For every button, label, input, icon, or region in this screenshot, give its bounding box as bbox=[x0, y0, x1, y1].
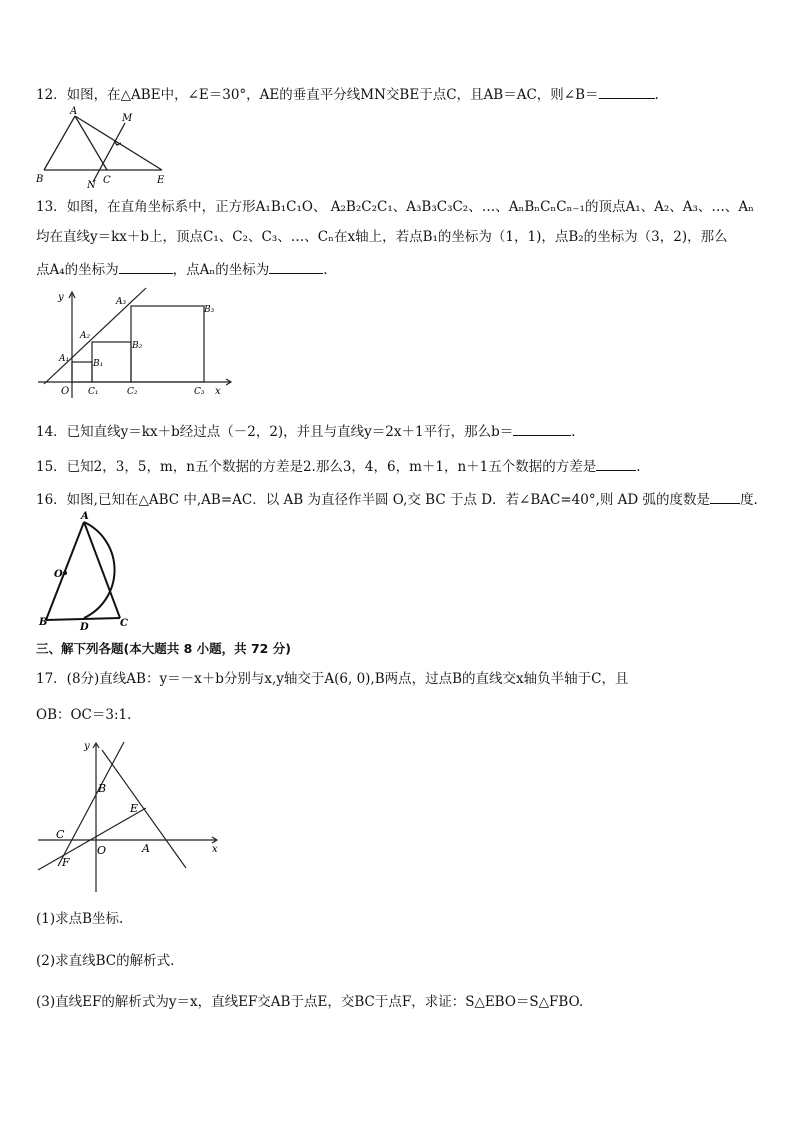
q16-label-c: C bbox=[120, 618, 128, 629]
q12-answer-blank bbox=[599, 84, 655, 99]
q12-end: . bbox=[654, 87, 659, 103]
q13-figure bbox=[34, 288, 238, 400]
q17-label-c: C bbox=[56, 828, 65, 841]
q13-label-c3: C₃ bbox=[194, 387, 205, 397]
q17-line1 bbox=[36, 670, 629, 688]
q13-line3 bbox=[36, 259, 328, 279]
q13-line2 bbox=[36, 228, 728, 246]
q15-text: 15．已知2，3，5，m，n五个数据的方差是2.那么3，4，6，m＋1，n＋1五个数据的方差是 bbox=[36, 459, 597, 475]
q13-answer-blank-2 bbox=[269, 259, 323, 274]
q16-answer-blank bbox=[710, 489, 740, 504]
q13-label-o: O bbox=[61, 386, 70, 397]
q16-label-o: O bbox=[54, 569, 63, 580]
q14-end: . bbox=[571, 424, 576, 440]
q13-line1 bbox=[36, 198, 754, 216]
q13-label-y: y bbox=[58, 292, 64, 303]
q13-text-1: 13．如图，在直角坐标系中，正方形A₁B₁C₁O、 A₂B₂C₂C₁、A₃B₃C₃C₂、…、AₙBₙCₙCₙ₋₁的顶点A₁、A₂、A₃、…、Aₙ bbox=[36, 199, 755, 215]
q12-line bbox=[36, 84, 659, 104]
q17-label-b: B bbox=[98, 782, 107, 795]
q14-text: 14．已知直线y＝kx＋b经过点（－2，2)，并且与直线y＝2x＋1平行，那么b＝ bbox=[36, 424, 514, 440]
q13-label-b1: B₁ bbox=[93, 359, 104, 369]
q17-label-a: A bbox=[142, 842, 150, 855]
q13-label-a3: A₃ bbox=[116, 297, 127, 307]
q17-label-f: F bbox=[62, 856, 70, 869]
q16-label-b: B bbox=[39, 617, 48, 628]
q15-end: . bbox=[636, 459, 641, 475]
q13-label-a1: A₁ bbox=[59, 354, 70, 364]
q13-answer-blank-1 bbox=[119, 259, 173, 274]
q12-label-n: N bbox=[87, 180, 96, 191]
q16-label-d: D bbox=[80, 622, 89, 633]
q13-label-b2: B₂ bbox=[132, 341, 143, 351]
q12-label-b: B bbox=[36, 174, 44, 185]
q12-label-e: E bbox=[157, 175, 165, 186]
q16-end: 度. bbox=[740, 492, 758, 508]
q14-line bbox=[36, 421, 576, 441]
q17-label-x: x bbox=[212, 844, 218, 855]
q13-label-x: x bbox=[215, 386, 221, 397]
q17-sub1: (1)求点B坐标. bbox=[36, 911, 124, 927]
q12-figure bbox=[30, 108, 180, 190]
q17-label-y: y bbox=[84, 741, 90, 752]
q13-text-3c: . bbox=[323, 262, 328, 278]
q14-answer-blank bbox=[513, 421, 571, 436]
q15-line bbox=[36, 456, 641, 476]
q17-text-1: 17．(8分)直线AB：y＝－x＋b分别与x,y轴交于A(6, 0),B两点，过点B的直线交x轴负半轴于C，且 bbox=[36, 671, 629, 687]
q16-text: 16．如图,已知在△ABC 中,AB=AC．以 AB 为直径作半圆 O,交 BC 于点 D．若∠BAC=40°,则 AD 弧的度数是 bbox=[36, 492, 711, 508]
q16-line bbox=[36, 489, 758, 509]
q13-label-c2: C₂ bbox=[127, 387, 138, 397]
q17-sub2: (2)求直线BC的解析式. bbox=[36, 953, 175, 969]
q17-text-2: OB：OC＝3:1. bbox=[36, 707, 132, 723]
q17-line2 bbox=[36, 706, 131, 724]
q17-sub3: (3)直线EF的解析式为y＝x，直线EF交AB于点E，交BC于点F，求证：S△EBO＝S△FBO. bbox=[36, 994, 584, 1010]
q16-label-a: A bbox=[81, 511, 89, 522]
q17-label-o: O bbox=[97, 844, 107, 857]
q13-label-a2: A₂ bbox=[80, 331, 91, 341]
q12-label-m: M bbox=[122, 113, 133, 124]
q13-text-3a: 点A₄的坐标为 bbox=[36, 262, 119, 278]
q15-answer-blank bbox=[596, 456, 636, 471]
q17-label-e: E bbox=[130, 802, 139, 815]
q13-text-3b: ，点Aₙ的坐标为 bbox=[172, 262, 270, 278]
q12-label-c: C bbox=[103, 175, 111, 186]
q13-label-b3: B₃ bbox=[204, 305, 215, 315]
q16-figure bbox=[36, 512, 136, 632]
q13-text-2: 均在直线y＝kx＋b上，顶点C₁、C₂、C₃、…、Cₙ在x轴上，若点B₁的坐标为（1，1)，点B₂的坐标为（3，2)，那么 bbox=[36, 229, 728, 245]
q12-label-a: A bbox=[70, 106, 78, 117]
q12-text: 12．如图，在△ABE中，∠E＝30°，AE的垂直平分线MN交BE于点C，且AB＝AC，则∠B＝ bbox=[36, 87, 599, 103]
q17-figure bbox=[36, 740, 226, 895]
section-heading: 三、解下列各题(本大题共 8 小题，共 72 分) bbox=[36, 641, 291, 656]
q13-label-c1: C₁ bbox=[88, 387, 99, 397]
